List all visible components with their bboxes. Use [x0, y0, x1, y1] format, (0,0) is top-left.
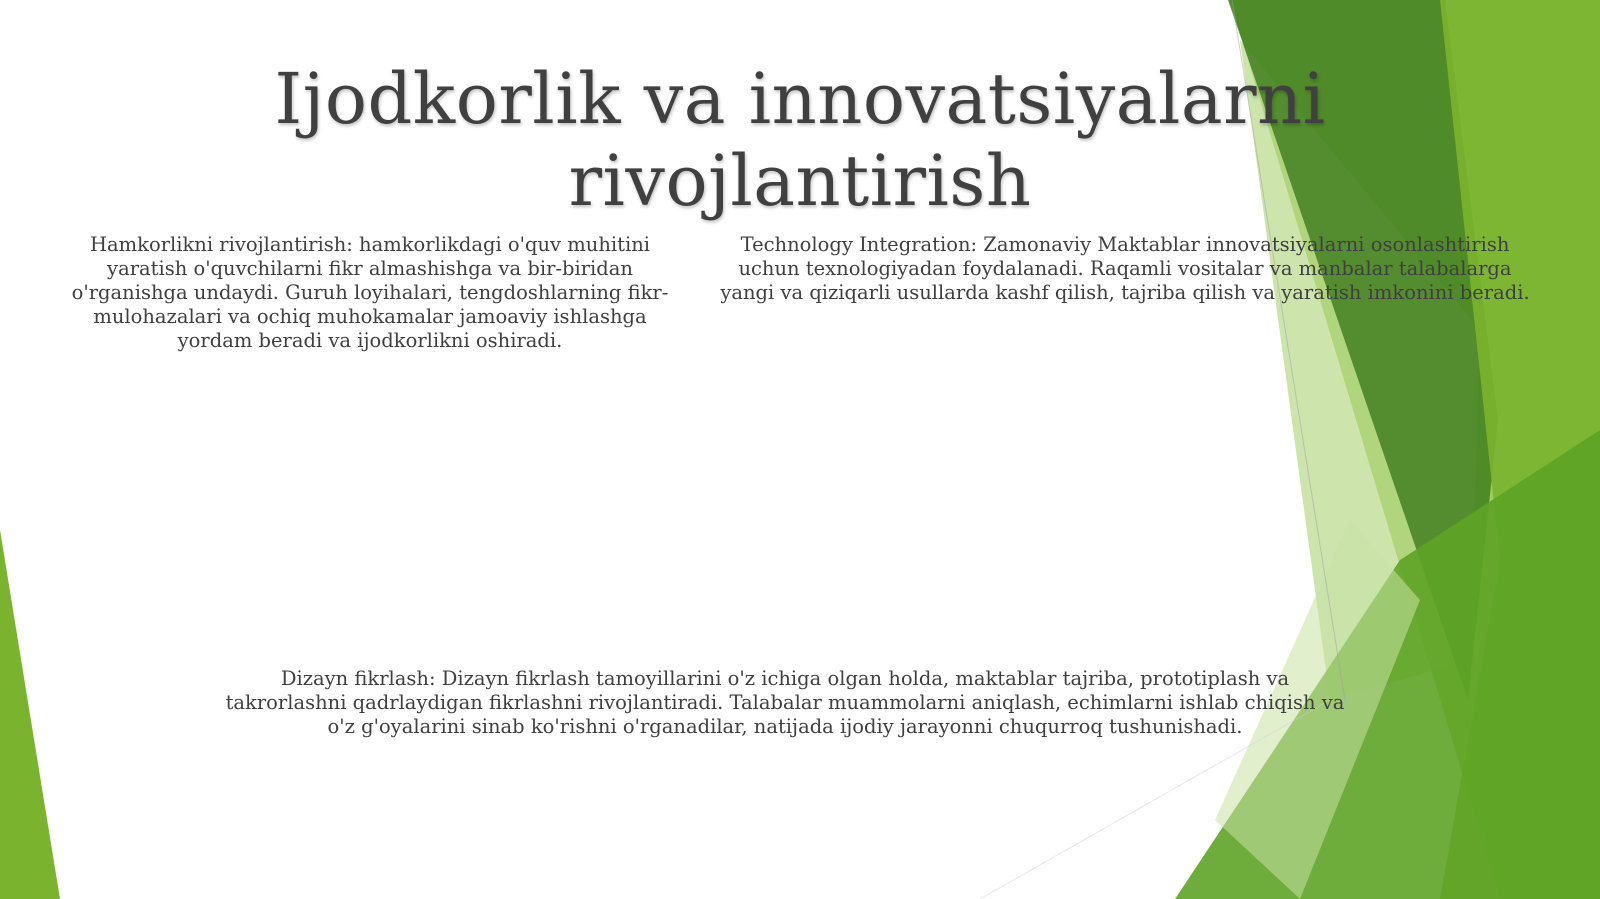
left-green-sliver — [0, 530, 60, 899]
slide-title: Ijodkorlik va innovatsiyalarni rivojlantirish — [274, 58, 1326, 222]
paragraph-technology-integration: Technology Integration: Zamonaviy Maktablar innovatsiyalarni osonlashtirish uchun texnologiyadan foydalanadi. Raqamli vositalar va manbalar talabalarga yangi va qiziqarli usullarda kashf qilish, tajriba qilish va yaratish imkonini beradi. — [720, 233, 1530, 304]
paragraph-collaboration: Hamkorlikni rivojlantirish: hamkorlikdagi o'quv muhitini yaratish o'quvchilarni fikr almashishga va bir-biridan o'rganishga undaydi. Guruh loyihalari, tengdoshlarning fikr-mulohazalari va ochiq muhokamalar jamoaviy ishlashga yordam beradi va ijodkorlikni oshiradi. — [71, 233, 669, 352]
paragraph-design-thinking: Dizayn fikrlash: Dizayn fikrlash tamoyillarini o'z ichiga olgan holda, maktablar tajriba, prototiplash va takrorlashni qadrlaydigan fikrlashni rivojlantiradi. Talabalar muammolarni aniqlash, echimlarni ishlab chiqish va o'z g'oyalarini sinab ko'rishni o'rganadilar, natijada ijodiy jarayonni chuqurroq tushunishadi. — [225, 667, 1345, 738]
